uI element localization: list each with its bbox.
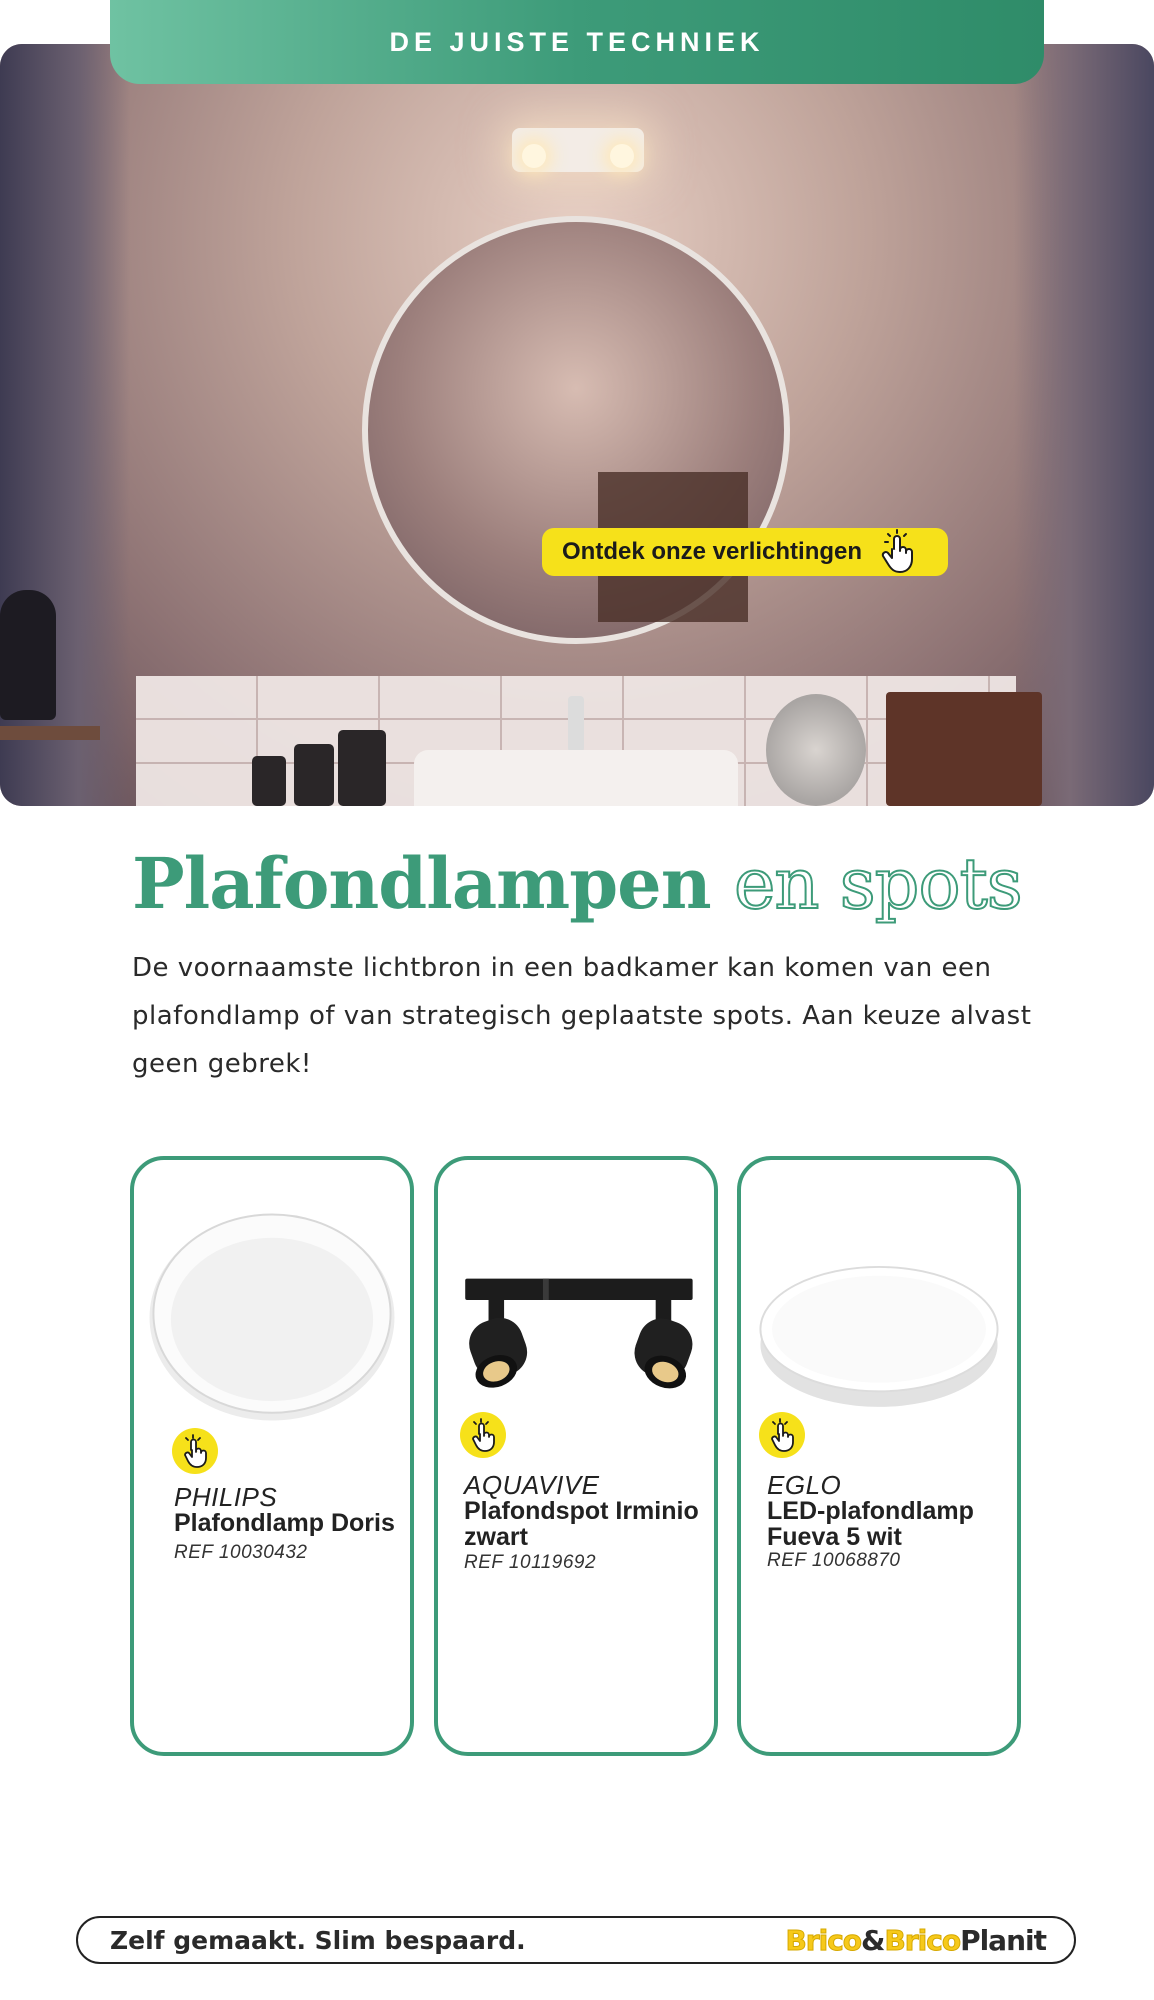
- logo-planit: Planit: [960, 1923, 1046, 1957]
- title-outline: en spots: [734, 843, 1022, 925]
- footer-banner: [76, 1916, 1076, 1964]
- tap-hand-icon: [876, 529, 922, 575]
- product-card-philips[interactable]: [130, 1156, 414, 1756]
- tap-hand-icon: [460, 1412, 506, 1458]
- product-brand: PHILIPS: [174, 1482, 278, 1512]
- brico-logo[interactable]: [785, 1924, 1046, 1957]
- product-card-eglo[interactable]: [737, 1156, 1021, 1756]
- product-brand: EGLO: [767, 1470, 842, 1500]
- toiletry-bottle: [294, 744, 334, 806]
- cta-label: Ontdek onze verlichtingen: [562, 538, 863, 565]
- product-card-aquavive[interactable]: [434, 1156, 718, 1756]
- tap-hand-icon: [759, 1412, 805, 1458]
- tap-hand-icon: [172, 1428, 218, 1474]
- section-tag-label: DE JUISTE TECHNIEK: [389, 26, 765, 57]
- washbasin: [414, 750, 738, 806]
- vase-decor: [0, 590, 56, 720]
- product-ref: REF 10068870: [767, 1550, 901, 1571]
- round-mirror: [362, 216, 790, 644]
- intro-text: De voornaamste lichtbron in een badkamer kan komen van een plafondlamp of van strategisch geplaatste spots. Aan keuze alvast geen gebrek!: [132, 953, 1032, 1079]
- page-title: [132, 842, 1022, 925]
- plant-vase: [766, 694, 866, 806]
- discover-lighting-button[interactable]: [542, 528, 948, 576]
- wall-lamp-illustration: [512, 128, 644, 172]
- footer-slogan: Zelf gemaakt. Slim bespaard.: [110, 1925, 526, 1955]
- product-ref: REF 10119692: [464, 1552, 597, 1573]
- ceiling-lamp-image: [134, 1160, 410, 1440]
- product-brand: AQUAVIVE: [464, 1470, 600, 1500]
- logo-brico-1: Brico: [785, 1923, 862, 1957]
- led-ceiling-lamp-image: [741, 1160, 1017, 1440]
- lamp-bulb-left: [522, 144, 546, 168]
- faucet: [568, 696, 584, 752]
- logo-amp: &: [861, 1923, 885, 1957]
- hero-image: [0, 44, 1154, 806]
- logo-brico-2: Brico: [884, 1923, 961, 1957]
- section-tag: [110, 0, 1044, 84]
- lamp-bulb-right: [610, 144, 634, 168]
- product-name: Plafondlamp Doris: [174, 1509, 395, 1537]
- toiletry-bottle: [252, 756, 286, 806]
- product-name: Plafondspot Irminio zwart: [464, 1497, 699, 1551]
- product-name: LED-plafondlamp Fueva 5 wit: [767, 1497, 974, 1551]
- wooden-shelf: [0, 726, 100, 740]
- title-bold: Plafondlampen: [132, 842, 711, 925]
- product-ref: REF 10030432: [174, 1542, 308, 1563]
- toiletry-bottle: [338, 730, 386, 806]
- spotlight-image: [438, 1160, 714, 1440]
- wooden-rack: [886, 692, 1042, 806]
